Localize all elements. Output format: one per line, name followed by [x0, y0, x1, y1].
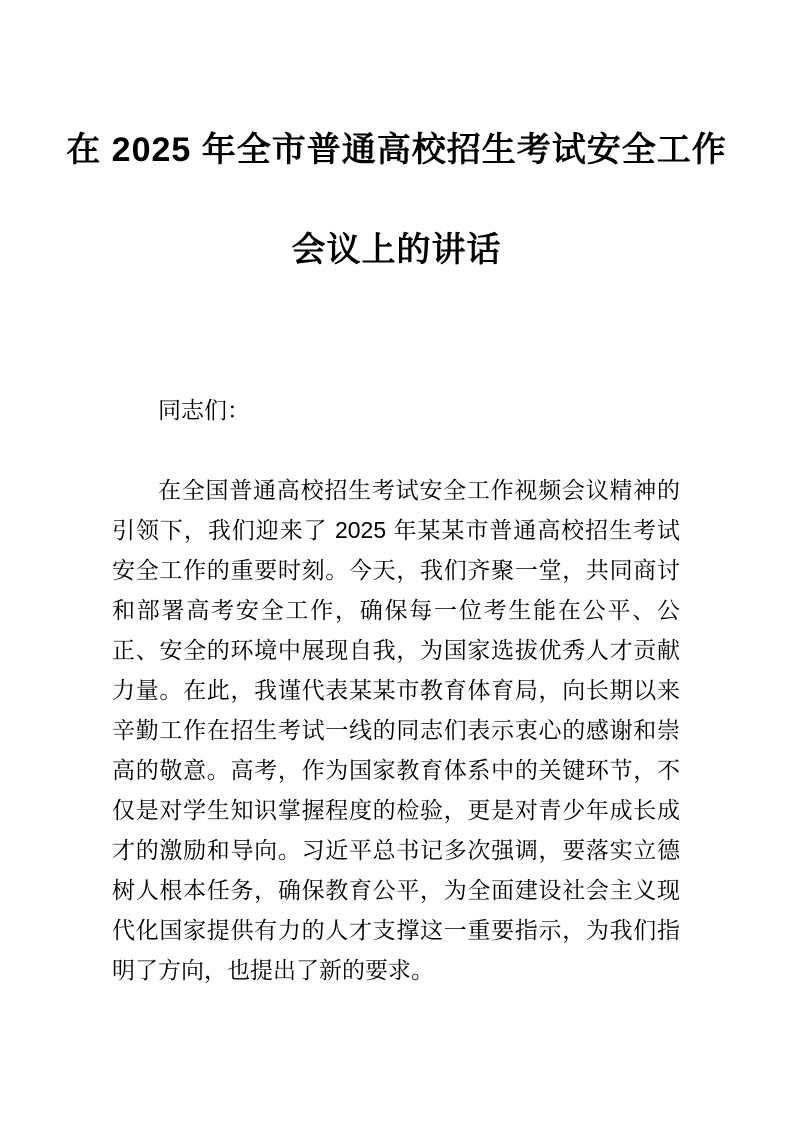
document-title [0, 0, 793, 300]
document-body [112, 390, 680, 990]
title-line-1: 在 2025 年全市普通高校招生考试安全工作 [66, 131, 727, 169]
salutation: 同志们： [158, 397, 250, 423]
body-paragraph: 在全国普通高校招生考试安全工作视频会议精神的引领下，我们迎来了 2025 年某某市普通高校招生考试安全工作的重要时刻。今天，我们齐聚一堂，共同商讨和部署高考安全工作，确保每一位考生能在公平、公正、安全的环境中展现自我，为国家选拔优秀人才贡献力量。在此，我谨代表某某市教育体育局，向长期以来辛勤工作在招生考试一线的同志们表示衷心的感谢和崇高的敬意。高考，作为国家教育体系中的关键环节，不仅是对学生知识掌握程度的检验，更是对青少年成长成才的激励和导向。习近平总书记多次强调，要落实立德树人根本任务，确保教育公平，为全面建设社会主义现代化国家提供有力的人才支撑这一重要指示，为我们指明了方向，也提出了新的要求。 [112, 477, 680, 983]
title-line-2: 会议上的讲话 [291, 231, 502, 269]
